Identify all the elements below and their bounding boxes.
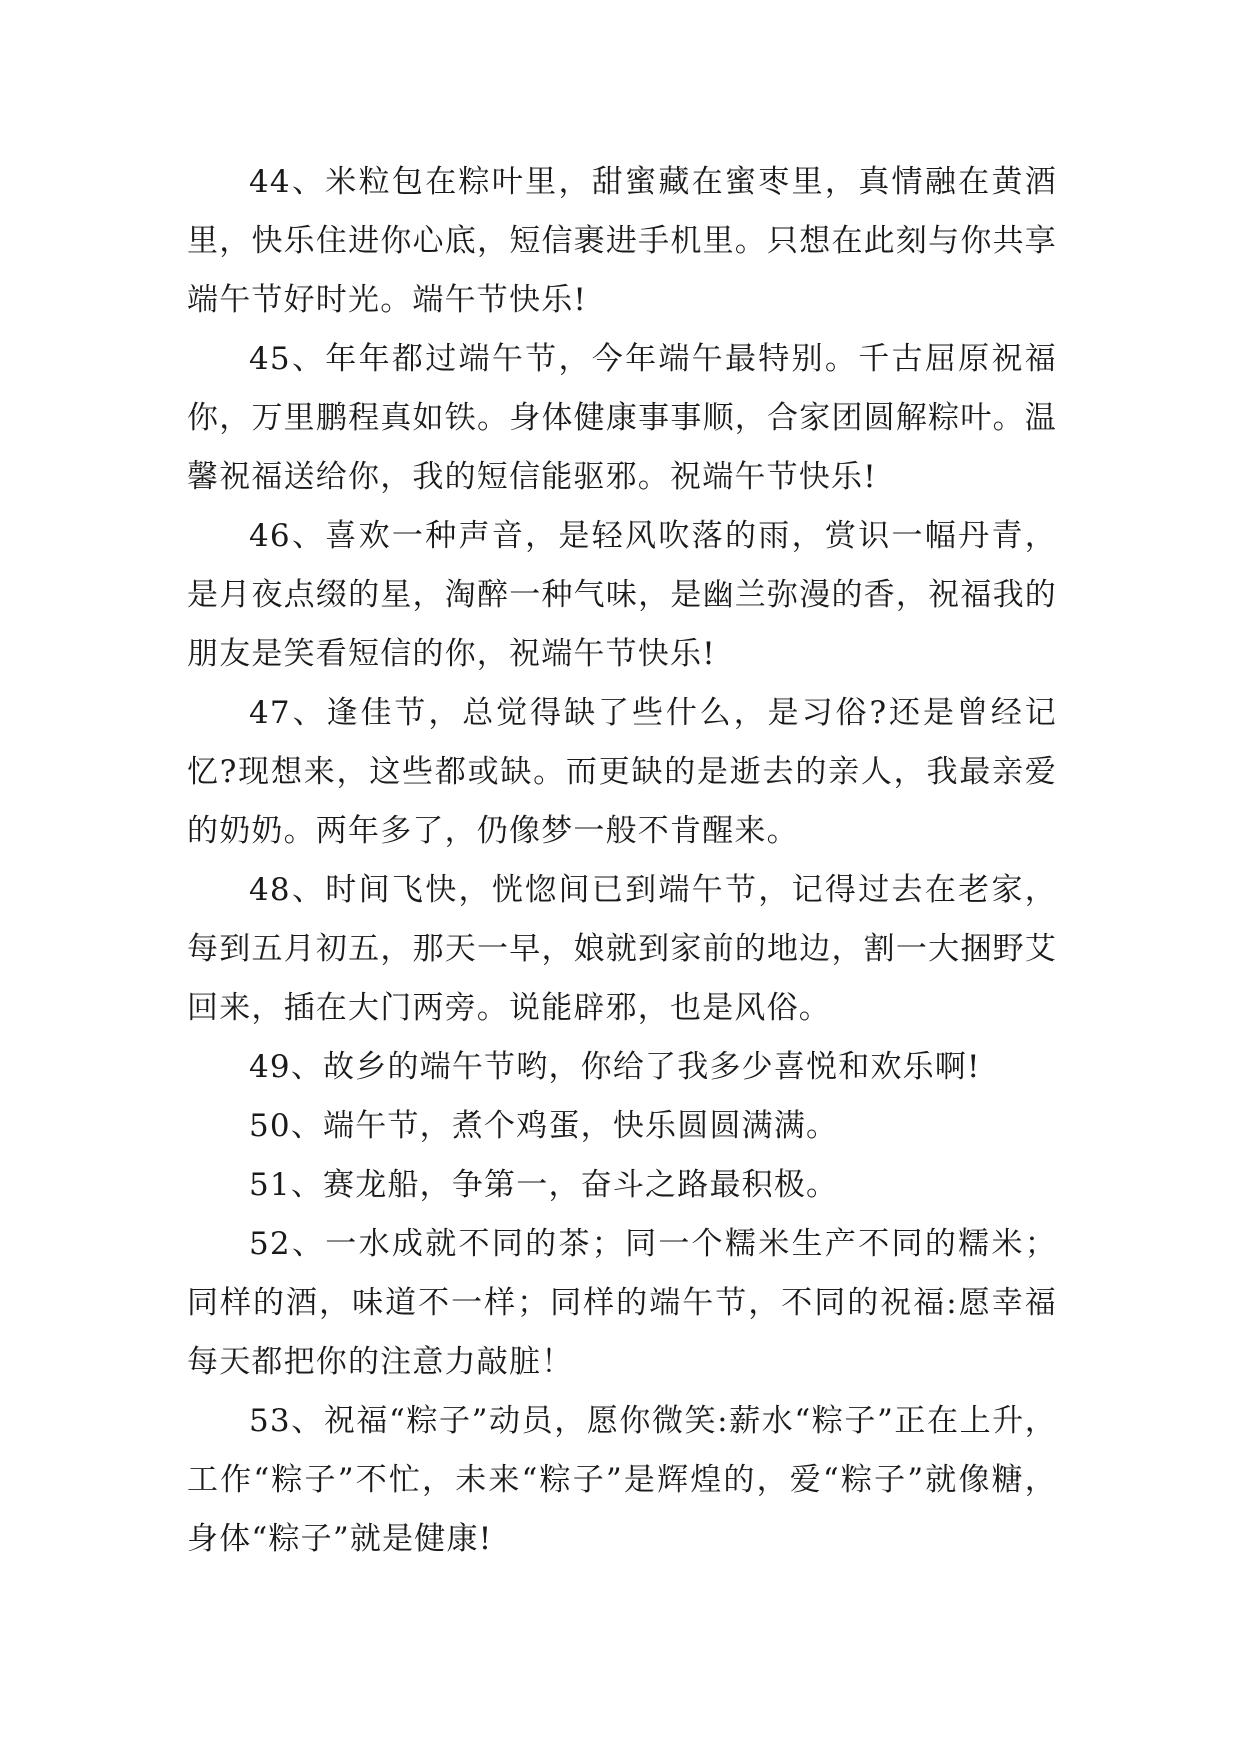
paragraph-53: 53、祝福“粽子”动员，愿你微笑:薪水“粽子”正在上升，工作“粽子”不忙，未来“粽子”是辉煌的，爱“粽子”就像糖，身体“粽子”就是健康! <box>187 1403 1057 1557</box>
paragraph-51: 51、赛龙船，争第一，奋斗之路最积极。 <box>249 1167 839 1203</box>
paragraph-52: 52、一水成就不同的茶；同一个糯米生产不同的糯米；同样的酒，味道不一样；同样的端午节，不同的祝福:愿幸福每天都把你的注意力敲脏！ <box>187 1226 1057 1380</box>
paragraph-50: 50、端午节，煮个鸡蛋，快乐圆圆满满。 <box>249 1108 839 1144</box>
paragraph-45: 45、年年都过端午节，今年端午最特别。千古屈原祝福你，万里鹏程真如铁。身体健康事事顺，合家团圆解粽叶。温馨祝福送给你，我的短信能驱邪。祝端午节快乐! <box>187 341 1057 495</box>
paragraph-46: 46、喜欢一种声音，是轻风吹落的雨，赏识一幅丹青，是月夜点缀的星，淘醉一种气味，是幽兰弥漫的香，祝福我的朋友是笑看短信的你，祝端午节快乐! <box>187 518 1057 672</box>
paragraph-44: 44、米粒包在粽叶里，甜蜜藏在蜜枣里，真情融在黄酒里，快乐住进你心底，短信裹进手机里。只想在此刻与你共享端午节好时光。端午节快乐! <box>187 164 1057 318</box>
paragraph-48: 48、时间飞快，恍惚间已到端午节，记得过去在老家，每到五月初五，那天一早，娘就到家前的地边，割一大捆野艾回来，插在大门两旁。说能辟邪，也是风俗。 <box>187 872 1057 1026</box>
document-body <box>187 153 1057 1569</box>
paragraph-49: 49、故乡的端午节哟，你给了我多少喜悦和欢乐啊! <box>249 1049 981 1085</box>
paragraph-47: 47、逢佳节，总觉得缺了些什么，是习俗?还是曾经记忆?现想来，这些都或缺。而更缺的是逝去的亲人，我最亲爱的奶奶。两年多了，仍像梦一般不肯醒来。 <box>187 695 1057 849</box>
